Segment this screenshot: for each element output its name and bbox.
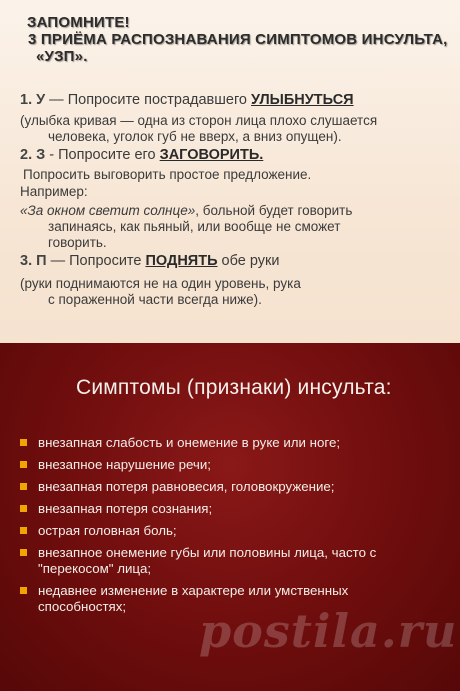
bullet-square-icon — [20, 483, 27, 490]
step-number: 3. П — [20, 253, 47, 269]
list-item — [20, 435, 440, 451]
step-smile-note-1: (улыбка кривая — одна из сторон лица плохо слушается — [20, 113, 378, 128]
list-item-text: внезапное онемение губы или половины лица, часто с "перекосом" лица; — [38, 545, 377, 576]
bullet-square-icon — [20, 461, 27, 468]
step-speak-line-1: Попросить выговорить простое предложение. — [23, 167, 312, 182]
step-speak-line-2: Например: — [20, 184, 88, 199]
step-speak — [20, 147, 263, 163]
list-item-text: недавнее изменение в характере или умственных способностях; — [38, 583, 349, 614]
list-item — [20, 545, 440, 577]
step-text: — Попросите — [46, 253, 146, 269]
step-number: 2. З — [20, 147, 46, 163]
example-quote: «За окном светит солнце» — [20, 203, 196, 218]
bullet-square-icon — [20, 549, 27, 556]
step-text: — Попросите пострадавшего — [45, 92, 252, 108]
step-speak-example — [20, 203, 352, 219]
stroke-rules-panel — [0, 0, 460, 343]
step-speak-example-3: говорить. — [48, 235, 107, 250]
step-text: - Попросите его — [45, 147, 160, 163]
title-line-1: ЗАПОМНИТЕ! — [27, 14, 130, 31]
symptoms-list — [20, 435, 440, 621]
step-number: 1. У — [20, 92, 46, 108]
list-item — [20, 479, 440, 495]
step-raise-note-2: с пораженной части всегда ниже). — [48, 292, 262, 307]
list-item-text: внезапное нарушение речи; — [38, 457, 211, 472]
step-keyword: ЗАГОВОРИТЬ. — [159, 147, 264, 163]
title-line-2: 3 ПРИЁМА РАСПОЗНАВАНИЯ СИМПТОМОВ ИНСУЛЬТА, — [28, 31, 448, 48]
watermark: postila.ru — [199, 604, 458, 658]
list-item-text: внезапная потеря равновесия, головокружение; — [38, 479, 335, 494]
symptoms-title: Симптомы (признаки) инсульта: — [76, 376, 392, 399]
list-item — [20, 501, 440, 517]
bullet-square-icon — [20, 505, 27, 512]
step-text-tail: обе руки — [217, 253, 280, 269]
list-item-text: внезапная слабость и онемение в руке или ноге; — [38, 435, 341, 450]
step-keyword: ПОДНЯТЬ — [145, 253, 218, 269]
title-line-3: «УЗП». — [36, 48, 88, 65]
page-title — [10, 14, 450, 65]
symptoms-panel — [0, 343, 460, 691]
example-text: , больной будет говорить — [195, 203, 353, 218]
list-item — [20, 457, 440, 473]
step-raise — [20, 253, 279, 269]
step-smile-note-2: человека, уголок губ не вверх, а вниз опущен). — [48, 129, 342, 144]
step-speak-example-2: запинаясь, как пьяный, или вообще не сможет — [48, 219, 341, 234]
list-item-text: внезапная потеря сознания; — [38, 501, 213, 516]
step-raise-note-1: (руки поднимаются не на один уровень, рука — [20, 276, 301, 291]
list-item — [20, 523, 440, 539]
list-item-text: острая головная боль; — [38, 523, 177, 538]
step-smile — [20, 92, 354, 108]
bullet-square-icon — [20, 587, 27, 594]
bullet-square-icon — [20, 439, 27, 446]
step-keyword: УЛЫБНУТЬСЯ — [251, 92, 354, 108]
bullet-square-icon — [20, 527, 27, 534]
